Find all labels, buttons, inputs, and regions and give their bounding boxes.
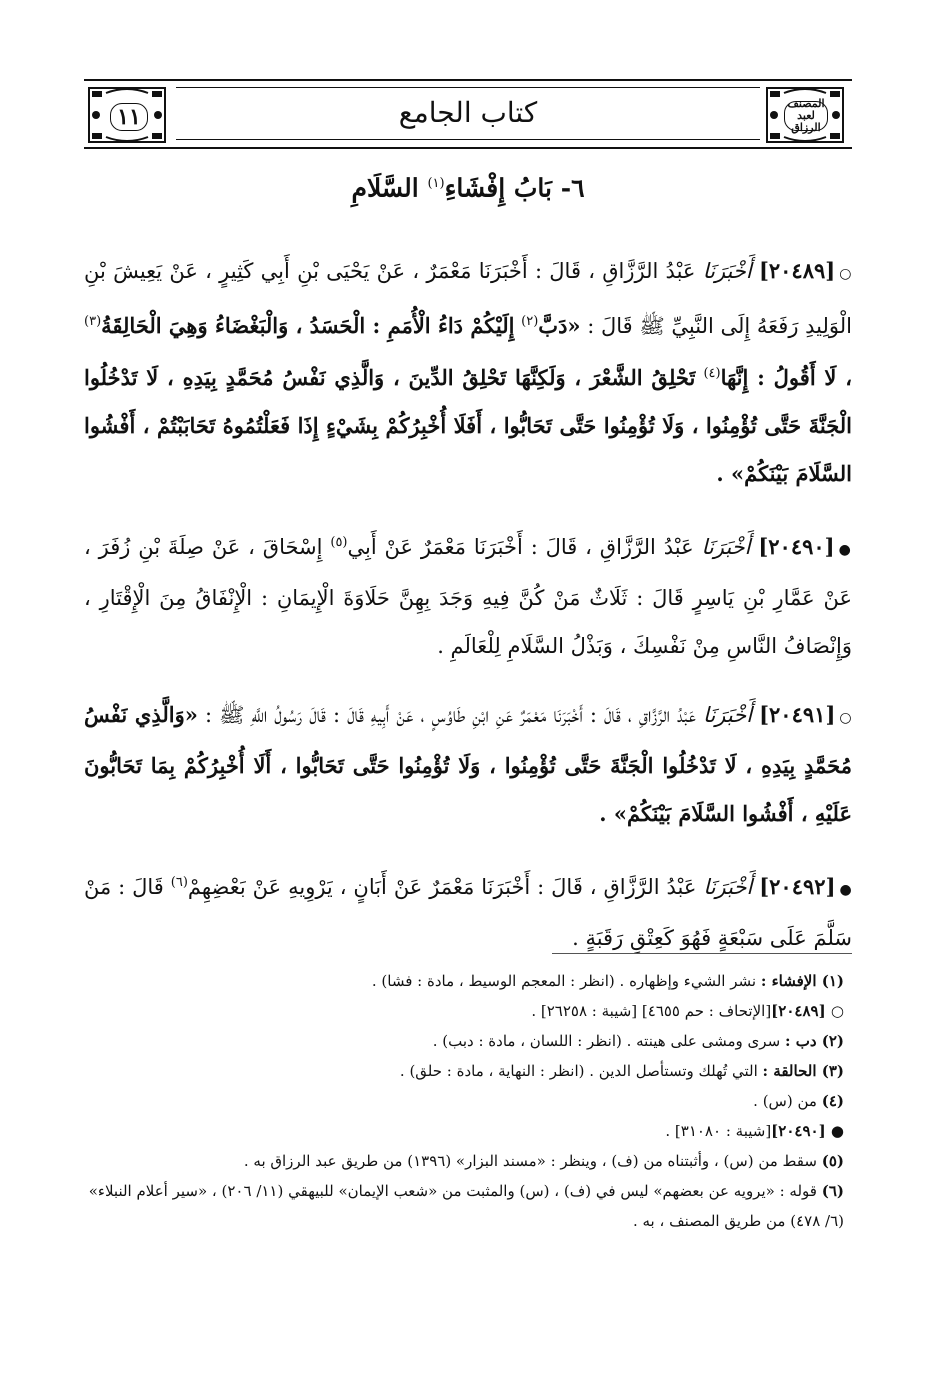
page-number-ornament <box>88 87 170 143</box>
hadith-marker: ● <box>839 882 852 898</box>
hadith-text: عَبْدُ الرَّزَّاقِ ، قَالَ : أَخْبَرَنَا مَعْمَرٌ ، عَنْ يَحْيَى بْنِ أَبِي كَثِيرٍ ، عَنْ يَعِيشَ بْنِ الْوَلِيدِ رَفَعَهُ إِلَى النَّبِيِّ ﷺ قَالَ : <box>84 259 852 338</box>
footnote-lead: ● [٢٠٤٩٠] <box>771 1122 844 1140</box>
page-header <box>84 79 852 149</box>
emblem-ornament <box>766 87 848 143</box>
footnote <box>84 996 844 1026</box>
header-rule <box>176 87 760 88</box>
footnote <box>84 1026 844 1056</box>
footnote-ref: (٣) <box>84 314 102 329</box>
footnote <box>84 966 844 996</box>
footnote-lead: (٦) <box>821 1182 844 1200</box>
chapter-title-a: ٦- بَابُ إِفْشَاءِ <box>444 173 585 203</box>
emblem-line-2: لعبد الرزاق <box>791 109 821 134</box>
hadith-number: [٢٠٤٩٠] <box>758 534 835 559</box>
header-rule <box>176 139 760 140</box>
footnote-lead: (١) الإفشاء : <box>760 972 844 990</box>
hadith-matn: إِلَيْكُمْ دَاءُ الْأُمَمِ : الْحَسَدُ ، وَالْبَغْضَاءُ وَهِيَ الْحَالِقَةُ <box>101 313 515 338</box>
hadith-marker: ○ <box>839 266 852 282</box>
hadith-text: قَالَ : مَنْ سَلَّمَ عَلَى سَبْعَةٍ فَهُوَ كَعِتْقِ رَقَبَةٍ . <box>84 875 852 950</box>
hadith-number: [٢٠٤٩١] <box>759 702 836 727</box>
footnote-text: سقط من (س) ، وأثبتناه من (ف) ، وينظر : «مسند البزار» (١٣٩٦) من طريق عبد الرزاق به . <box>243 1152 817 1170</box>
footnote <box>84 1146 844 1176</box>
emblem-line-1: المصنف <box>787 97 825 110</box>
hadith-text: إِسْحَاقَ ، عَنْ صِلَةَ بْنِ زُفَرَ ، عَنْ عَمَّارِ بْنِ يَاسِرٍ قَالَ : ثَلَاثٌ مَنْ كُنَّ فِيهِ وَجَدَ بِهِنَّ حَلَاوَةَ الْإِيمَانِ : الْإِنْفَاقُ مِنَ الْإِقْتَارِ ، وَإِنْصَافُ النَّاسِ مِنْ نَفْسِكَ ، وَبَذْلُ السَّلَامِ لِلْعَالَمِ . <box>84 535 852 658</box>
footnote <box>84 1176 844 1236</box>
book-emblem <box>784 97 828 134</box>
hadith-list <box>84 226 852 972</box>
footnote-text: قوله : «يرويه عن بعضهم» ليس في (ف) ، (س) والمثبت من «شعب الإيمان» للبيهقي (١١/ ٢٠٦) ، «سير أعلام النبلاء» (٦/ ٤٧٨) من طريق المصنف ، به . <box>88 1182 844 1230</box>
hadith-item <box>84 247 852 498</box>
footnote-ref: (٥) <box>330 535 348 550</box>
footnote-text: التي تُهلك وتستأصل الدين . (انظر : النهاية ، مادة : حلق) . <box>399 1062 758 1080</box>
footnote-lead: ○ [٢٠٤٨٩] <box>771 1002 844 1020</box>
hadith-item <box>84 519 852 670</box>
hadith-matn: «دَبَّ <box>538 313 581 338</box>
hadith-number: [٢٠٤٩٢] <box>759 874 836 899</box>
footnote-text: من (س) . <box>753 1092 817 1110</box>
isnad-lead: أَخْبَرَنَا <box>703 875 753 899</box>
footnote <box>84 1056 844 1086</box>
hadith-matn: «وَالَّذِي نَفْسُ مُحَمَّدٍ بِيَدِهِ ، لَا تَدْخُلُوا الْجَنَّةَ حَتَّى تُؤْمِنُوا ، وَلَا تُؤْمِنُوا حَتَّى تَحَابُّوا ، أَلَا أُخْبِرُكُمْ بِمَا تَحَابُّونَ عَلَيْهِ ، أَفْشُوا السَّلَامَ بَيْنَكُمْ» . <box>84 702 852 826</box>
book-title: كتاب الجامع <box>398 96 538 129</box>
footnote-ref: (٤) <box>703 366 721 381</box>
hadith-item <box>84 691 852 838</box>
hadith-text: عَبْدُ الرَّزَّاقِ ، قَالَ : أَخْبَرَنَا مَعْمَرٌ عَنِ ابْنِ طَاوُسٍ ، عَنْ أَبِيهِ قَالَ : قَالَ رَسُولُ اللَّهِ ﷺ : <box>204 703 696 727</box>
footnote-ref: (٢) <box>521 314 539 329</box>
footnote <box>84 1116 844 1146</box>
footnote-text: [الإتحاف : حم ٤٦٥٥] [شيبة : ٢٦٢٥٨] . <box>531 1002 772 1020</box>
hadith-text: عَبْدُ الرَّزَّاقِ ، قَالَ : أَخْبَرَنَا مَعْمَرٌ عَنْ أَبِي <box>347 535 694 559</box>
isnad-lead: أَخْبَرَنَا <box>703 703 753 727</box>
footnote-lead: (٥) <box>821 1152 844 1170</box>
chapter-title-b: السَّلَامِ <box>351 173 419 203</box>
footnote-lead: (٢) دب : <box>784 1032 844 1050</box>
footnotes <box>84 966 852 1236</box>
footnote-separator <box>552 953 852 954</box>
footnote-text: [شيبة : ٣١٠٨٠] . <box>665 1122 772 1140</box>
hadith-item <box>84 859 852 962</box>
hadith-matn: ، لَا أَقُولُ : إِنَّهَا <box>720 365 852 390</box>
footnote-text: سرى ومشى على هينته . (انظر : اللسان ، مادة : دبب) . <box>432 1032 781 1050</box>
isnad-lead: أَخْبَرَنَا <box>702 259 752 283</box>
hadith-matn: تَحْلِقُ الشَّعْرَ ، وَلَكِنَّهَا تَحْلِقُ الدِّينَ ، وَالَّذِي نَفْسُ مُحَمَّدٍ بِيَدِهِ ، لَا تَدْخُلُوا الْجَنَّةَ حَتَّى تُؤْمِنُوا ، وَلَا تُؤْمِنُوا حَتَّى تَحَابُّوا ، أَفَلَا أُخْبِرُكُمْ بِشَيْءٍ إِذَا فَعَلْتُمُوهُ تَحَابَبْتُمْ ، أَفْشُوا السَّلَامَ بَيْنَكُمْ» . <box>84 365 852 486</box>
footnote-text: نشر الشيء وإظهاره . (انظر : المعجم الوسيط ، مادة : فشا) . <box>371 972 757 990</box>
isnad-lead: أَخْبَرَنَا <box>701 535 751 559</box>
footnote-ref: (٦) <box>170 875 188 890</box>
page-number: ١١ <box>110 103 148 131</box>
footnote-lead: (٤) <box>821 1092 844 1110</box>
hadith-marker: ○ <box>839 710 852 726</box>
footnote-lead: (٣) الحالقة : <box>762 1062 844 1080</box>
hadith-number: [٢٠٤٨٩] <box>758 258 836 283</box>
hadith-marker: ● <box>838 542 852 558</box>
hadith-text: عَبْدُ الرَّزَّاقِ ، قَالَ : أَخْبَرَنَا مَعْمَرٌ عَنْ أَبَانٍ ، يَرْوِيهِ عَنْ بَعْضِهِمْ <box>187 875 697 899</box>
footnote-ref: (١) <box>427 176 445 191</box>
footnote <box>84 1086 844 1116</box>
chapter-heading <box>84 164 852 208</box>
